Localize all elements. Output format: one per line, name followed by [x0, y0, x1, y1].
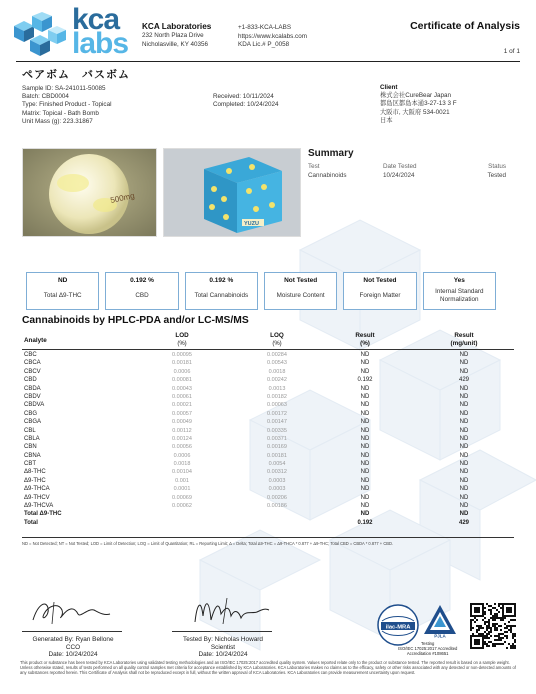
cell-res: ND — [360, 360, 370, 367]
cell-loq: 0.0003 — [268, 486, 286, 493]
header-result-label: Result — [355, 332, 375, 339]
bomb-handwritten-label: 500mg — [109, 191, 136, 205]
box-value: Not Tested — [284, 277, 318, 284]
cell-loq: 0.00182 — [267, 393, 287, 400]
cell-mg: ND — [459, 444, 469, 451]
generated-by: Generated By: Ryan Bellone — [32, 636, 114, 643]
page-number: 1 of 1 — [503, 48, 520, 55]
box-foreign-matter — [343, 272, 416, 310]
cell-mg: ND — [459, 494, 469, 501]
product-type: Type: Finished Product - Topical — [22, 101, 112, 109]
cell-lod: 0.00104 — [172, 469, 192, 476]
tested-by: Tested By: Nicholas Howard — [183, 636, 263, 643]
cell-lod: 0.00124 — [172, 435, 192, 442]
summary-status: Tested — [487, 172, 506, 179]
summary-date: 10/24/2024 — [383, 172, 415, 179]
table-row — [22, 385, 514, 393]
table-total-row — [22, 519, 514, 527]
lab-contact — [238, 24, 307, 50]
table-footnote: ND = Not Detected; NT = Not Tested; LOD = Limit of Detection; LOQ = Limit of Quantitation; RL = Reporting Limit; Δ = Delta; Total Δ9-THC = Δ9-THCA * 0.877 + Δ9-THC; Total CBD = CBDA * 0.877 + CBD. — [22, 541, 394, 546]
cell-res: ND — [360, 469, 370, 476]
cell-lod: 0.00049 — [172, 419, 192, 426]
lab-address-line2: Nicholasville, KY 40356 — [142, 40, 209, 48]
cell-res: ND — [360, 393, 370, 400]
cell-res: ND — [360, 452, 370, 459]
cell-res: ND — [360, 503, 370, 510]
table-row — [22, 351, 514, 359]
box-value: Not Tested — [363, 277, 397, 284]
product-photo-bath-bomb — [22, 148, 157, 237]
cannabinoids-table-body — [22, 351, 514, 527]
signature-generated-by — [28, 596, 113, 628]
cell-mg: ND — [459, 435, 469, 442]
cell-mg: ND — [459, 402, 469, 409]
summary-header-test: Test — [308, 163, 320, 170]
cell-mg: 429 — [458, 519, 469, 526]
cell-mg: ND — [459, 393, 469, 400]
cell-lod: 0.00061 — [172, 393, 192, 400]
cell-loq: 0.00284 — [267, 352, 287, 358]
client-country: 日本 — [380, 116, 393, 124]
unit-mass: Unit Mass (g): 223.31867 — [22, 117, 93, 125]
cell-loq: 0.0018 — [268, 368, 286, 375]
signature-line-2 — [172, 631, 272, 632]
cell-an: CBCA — [24, 360, 41, 367]
pjla-sub: Testing — [421, 641, 435, 646]
cell-lod: 0.0006 — [173, 368, 191, 375]
table-row — [22, 468, 514, 476]
lab-name: KCA Laboratories — [142, 22, 212, 31]
cell-an: CBD — [24, 377, 37, 384]
logo-line-labs: labs — [72, 27, 129, 60]
cell-loq: 0.00181 — [267, 452, 287, 459]
cell-loq: 0.00543 — [267, 360, 287, 367]
table-header-divider — [22, 349, 514, 350]
header-result-mg — [434, 332, 494, 347]
cell-mg: ND — [459, 352, 469, 358]
cell-an: Total — [24, 519, 38, 526]
table-total-row — [22, 510, 514, 518]
accreditation-text — [398, 641, 457, 657]
cell-an: CBCV — [24, 368, 41, 375]
cell-mg: ND — [459, 385, 469, 392]
cell-mg: ND — [459, 410, 469, 417]
cell-res: 0.192 — [357, 519, 373, 526]
cell-lod: 0.0006 — [173, 452, 191, 459]
cell-an: CBDVA — [24, 402, 45, 409]
table-row — [22, 376, 514, 384]
table-row — [22, 477, 514, 485]
cell-loq: 0.00186 — [267, 503, 287, 510]
cell-lod: 0.001 — [175, 477, 189, 484]
generated-by-block — [18, 636, 128, 659]
lab-license: KDA Lic.# P_0058 — [238, 41, 290, 48]
summary-header-status: Status — [488, 163, 506, 170]
box-value: 0.192 % — [209, 277, 234, 284]
cell-loq: 0.00063 — [267, 402, 287, 409]
signature-line-1 — [22, 631, 122, 632]
box-label: Foreign Matter — [359, 292, 401, 299]
qr-code-icon[interactable] — [470, 603, 516, 649]
cell-an: CBDA — [24, 385, 41, 392]
box-internal-standard — [423, 272, 496, 310]
table-row — [22, 435, 514, 443]
summary-row — [308, 171, 514, 180]
summary-table — [308, 162, 514, 180]
cell-res: ND — [360, 368, 370, 375]
product-photo-box — [163, 148, 301, 237]
table-bottom-divider — [22, 537, 514, 538]
cell-lod: 0.00081 — [172, 377, 192, 384]
generated-by-role: CCO — [65, 643, 81, 651]
sample-dates — [213, 93, 278, 109]
cell-an: CBLA — [24, 435, 40, 442]
client-address-line1: 都島区都島本通3-27-13 3 F — [380, 100, 457, 108]
cell-res: ND — [360, 410, 370, 417]
cell-an: CBL — [24, 427, 36, 434]
cell-lod: 0.00056 — [172, 444, 192, 451]
tested-by-block — [168, 636, 278, 659]
cell-an: CBGA — [24, 419, 42, 426]
cell-an: CBDV — [24, 393, 41, 400]
cell-lod: 0.00069 — [172, 494, 192, 501]
cell-loq: 0.00169 — [267, 444, 287, 451]
product-name: ペアボム バスボム — [22, 69, 130, 81]
cell-mg: ND — [459, 503, 469, 510]
cell-mg: ND — [459, 486, 469, 493]
cell-mg: ND — [459, 477, 469, 484]
summary-title: Summary — [308, 148, 354, 159]
pjla-logo-icon — [423, 604, 457, 638]
table-row — [22, 452, 514, 460]
header-loq-unit: (%) — [272, 340, 282, 347]
cell-lod: 0.0001 — [173, 486, 191, 493]
cell-res: ND — [360, 444, 370, 451]
signature-tested-by — [187, 594, 272, 628]
document-title: Certificate of Analysis — [410, 20, 520, 32]
lab-phone: +1-833-KCA-LABS — [238, 24, 292, 31]
box-label: Total Cannabinoids — [194, 292, 249, 299]
cell-lod: 0.00043 — [172, 385, 192, 392]
cell-an: CBT — [24, 461, 36, 468]
cell-loq: 0.00335 — [267, 427, 287, 434]
table-row — [22, 443, 514, 451]
client-address-line2: 大阪市, 大阪府 534-0021 — [380, 108, 450, 116]
table-row — [22, 460, 514, 468]
summary-header-row — [308, 162, 514, 171]
kca-logo-icon — [10, 12, 68, 58]
cell-an: CBG — [24, 410, 38, 417]
cell-res: ND — [360, 385, 370, 392]
header-loq-label: LOQ — [270, 332, 284, 339]
header-result-pct — [340, 332, 390, 347]
cell-an: Δ8-THC — [24, 469, 46, 476]
cell-mg: ND — [459, 368, 469, 375]
cell-loq: 0.00147 — [267, 419, 287, 426]
cell-an: CBNA — [24, 452, 41, 459]
iso-line: ISO/IEC 17025:2017 Accredited — [398, 646, 458, 652]
cell-res: 0.192 — [357, 377, 373, 384]
cell-res: ND — [360, 402, 370, 409]
box-cbd — [105, 272, 178, 310]
header-analyte: Analyte — [24, 337, 47, 344]
box-label: Total Δ9-THC — [43, 292, 82, 299]
header-result-mg-label: Result — [454, 332, 474, 339]
cell-an: CBC — [24, 352, 37, 358]
table-row — [22, 427, 514, 435]
table-row — [22, 359, 514, 367]
cell-loq: 0.00242 — [267, 377, 287, 384]
cell-mg: ND — [459, 452, 469, 459]
box-label: Internal Standard Normalization — [435, 288, 484, 303]
header-result-mg-unit: (mg/unit) — [450, 339, 478, 347]
cell-lod: 0.00095 — [172, 352, 192, 358]
client-info — [380, 84, 457, 125]
batch: Batch: CBD0004 — [22, 93, 69, 101]
client-name: 株式会社CureBear Japan — [380, 92, 452, 100]
summary-header-date: Date Tested — [383, 163, 417, 170]
cell-an: CBN — [24, 444, 37, 451]
sample-info — [22, 85, 111, 126]
kca-logo-wordmark — [72, 3, 129, 60]
cell-mg: ND — [459, 511, 469, 518]
sample-id: Sample ID: SA-241011-50085 — [22, 85, 106, 92]
cell-res: ND — [360, 494, 370, 501]
cell-loq: 0.0003 — [268, 477, 286, 484]
pjla-text: PJLA — [434, 633, 446, 638]
table-row — [22, 368, 514, 376]
cell-lod: 0.0018 — [173, 461, 191, 468]
lab-website-link[interactable]: https://www.kcalabs.com — [238, 32, 307, 40]
box-total-thc — [26, 272, 99, 310]
box-value: 0.192 % — [130, 277, 154, 284]
result-summary-boxes — [26, 272, 496, 310]
cell-loq: 0.00206 — [267, 494, 287, 501]
table-row — [22, 418, 514, 426]
cell-loq: 0.00371 — [267, 435, 287, 442]
header-lod-unit: (%) — [177, 340, 187, 347]
tested-by-role: Scientist — [210, 643, 236, 651]
generated-by-date: Date: 10/24/2024 — [48, 651, 98, 659]
cannabinoids-title: Cannabinoids by HPLC-PDA and/or LC-MS/MS — [22, 315, 249, 326]
cell-mg: ND — [459, 360, 469, 367]
cell-an: Δ9-THCA — [24, 486, 50, 493]
header-lod-label: LOD — [175, 332, 189, 339]
cell-lod: 0.00057 — [172, 410, 192, 417]
lab-address — [142, 22, 211, 49]
client-label: Client — [380, 84, 398, 91]
table-row — [22, 401, 514, 409]
cell-an: Δ9-THCV — [24, 494, 50, 501]
lab-address-line1: 232 North Plaza Drive — [142, 32, 204, 39]
cell-loq: 0.00312 — [267, 469, 287, 476]
header-loq — [247, 332, 307, 348]
box-moisture — [264, 272, 337, 310]
box-total-cannabinoids — [185, 272, 258, 310]
cell-lod: 0.00112 — [172, 427, 192, 434]
table-row — [22, 502, 514, 510]
cell-lod: 0.00181 — [172, 360, 192, 367]
received-date: Received: 10/11/2024 — [213, 93, 274, 100]
accreditation-number: Accreditation #108651 — [406, 651, 449, 657]
table-row — [22, 494, 514, 502]
cell-lod: 0.00062 — [172, 503, 192, 510]
cell-mg: ND — [459, 469, 469, 476]
box-value: ND — [57, 277, 68, 284]
box-label: YUZU — [244, 221, 259, 227]
cell-mg: 429 — [458, 377, 469, 384]
cell-res: ND — [360, 477, 370, 484]
cell-res: ND — [360, 419, 370, 426]
cell-res: ND — [360, 352, 370, 358]
table-row — [22, 485, 514, 493]
tested-by-date: Date: 10/24/2024 — [198, 651, 248, 659]
logo-line-kca: kca — [72, 3, 120, 36]
cell-mg: ND — [459, 419, 469, 426]
disclaimer: This product or substance has been tested by KCA Laboratories using validated testing methodologies and an ISO/IEC 17025:2017 accredited quality system. Values reported relate only to the product or substance tested. The reported result is based on a sample weight. Unless otherwise stated, results of tests performed on all quality control samples met criteria for acceptance established by KCA Laboratories. KCA Laboratories makes no claims as to the efficacy, safety or other risks associated with any detected or non-detected amounts of any substances reported herein. This Certificate of Analysis shall not be reproduced except in full, without the written approval of KCA Laboratories. KCA Laboratories can provide measurement uncertainty upon request. — [20, 660, 516, 675]
completed-date: Completed: 10/24/2024 — [213, 101, 279, 109]
cell-res: ND — [360, 427, 370, 434]
cell-res: ND — [360, 461, 370, 468]
box-label: CBD — [135, 292, 149, 299]
cell-an: Δ9-THCVA — [24, 503, 54, 510]
cell-mg: ND — [459, 427, 469, 434]
cell-loq: 0.00172 — [267, 410, 287, 417]
cell-an: Total Δ9-THC — [24, 511, 62, 518]
header-result-unit: (%) — [360, 339, 370, 347]
box-label: Moisture Content — [276, 292, 325, 299]
box-value: Yes — [453, 277, 465, 284]
header-lod — [152, 332, 212, 348]
cell-mg: ND — [459, 461, 469, 468]
cell-lod: 0.00021 — [172, 402, 192, 409]
table-row — [22, 393, 514, 401]
matrix: Matrix: Topical - Bath Bomb — [22, 109, 99, 117]
cell-res: ND — [360, 511, 370, 518]
summary-test: Cannabinoids — [308, 172, 347, 179]
header-divider — [16, 61, 520, 62]
cell-loq: 0.0013 — [268, 385, 286, 392]
cell-res: ND — [360, 486, 370, 493]
ilac-text: ilac-MRA — [385, 624, 411, 631]
table-row — [22, 410, 514, 418]
cell-res: ND — [360, 435, 370, 442]
cell-loq: 0.0054 — [268, 461, 286, 468]
cell-an: Δ9-THC — [24, 477, 46, 484]
